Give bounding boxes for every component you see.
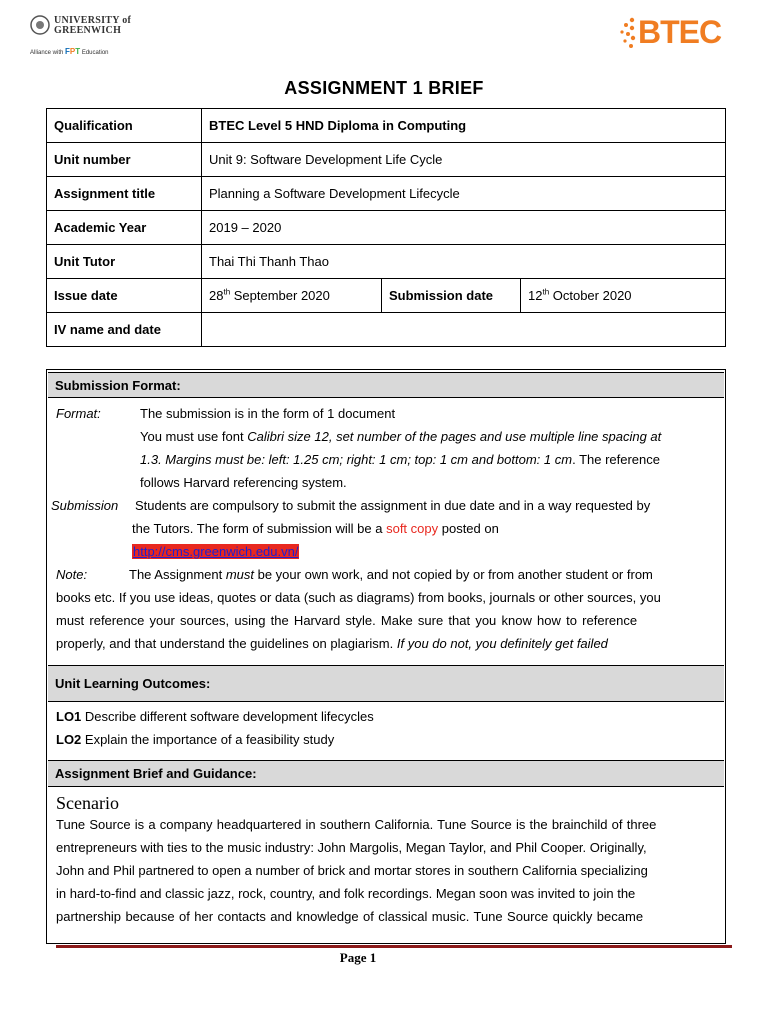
qualification-label: Qualification — [47, 109, 202, 143]
unit-tutor-label: Unit Tutor — [47, 245, 202, 279]
scenario-line2: entrepreneurs with ties to the music industry: John Margolis, Megan Taylor, and Phil Cooper. Originally, — [56, 840, 647, 855]
university-of-greenwich-logo — [30, 14, 145, 58]
unit-tutor-value: Thai Thi Thanh Thao — [202, 245, 726, 279]
scenario-line4: in hard-to-find and classic jazz, rock, country, and folk recordings. Megan soon was invited to join the — [56, 886, 636, 901]
submission-label: Submission — [51, 498, 119, 513]
table-row — [47, 279, 726, 313]
btec-dots-icon — [618, 16, 638, 50]
table-row — [47, 143, 726, 177]
submission-line1: Students are compulsory to submit the assignment in due date and in a way requested by — [135, 498, 651, 513]
submission-date-value: 12th October 2020 — [521, 279, 726, 313]
note-line1: The Assignment must be your own work, and not copied by or from another student or from — [129, 567, 653, 582]
page-title: ASSIGNMENT 1 BRIEF — [284, 78, 484, 98]
format-line4: follows Harvard referencing system. — [140, 475, 347, 490]
cms-link[interactable]: http://cms.greenwich.edu.vn/ — [133, 544, 299, 559]
note-label: Note: — [56, 567, 88, 582]
note-line4: properly, and that understand the guidelines on plagiarism. If you do not, you definitely get failed — [56, 636, 608, 651]
footer-divider — [56, 945, 732, 948]
assignment-title-label: Assignment title — [47, 177, 202, 211]
fpt-logo: FPT — [65, 47, 81, 56]
issue-date-label: Issue date — [47, 279, 202, 313]
assignment-info-table — [46, 108, 726, 347]
page-number: Page 1 — [339, 950, 377, 965]
brief-guidance-heading: Assignment Brief and Guidance: — [48, 760, 724, 787]
note-line3: must reference your sources, using the Harvard style. Make sure that you know how to reference — [56, 613, 638, 628]
qualification-value: BTEC Level 5 HND Diploma in Computing — [202, 109, 726, 143]
btec-wordmark: BTEC — [638, 14, 722, 50]
alliance-text — [30, 47, 109, 56]
academic-year-label: Academic Year — [47, 211, 202, 245]
table-row — [47, 109, 726, 143]
btec-logo — [618, 14, 744, 54]
note-line2: books etc. If you use ideas, quotes or data (such as diagrams) from books, journals or other sources, you — [56, 590, 661, 605]
alliance-suffix: Education — [81, 50, 109, 56]
lo2-item: LO2 Explain the importance of a feasibility study — [56, 732, 335, 747]
submission-date-label: Submission date — [382, 279, 521, 313]
table-row — [47, 313, 726, 347]
unit-number-label: Unit number — [47, 143, 202, 177]
iv-name-value — [202, 313, 726, 347]
scenario-line1: Tune Source is a company headquartered in southern California. Tune Source is the brainchild of three — [56, 817, 657, 832]
submission-format-heading: Submission Format: — [48, 372, 724, 398]
table-row — [47, 211, 726, 245]
submission-link-line — [132, 540, 299, 563]
unit-number-value: Unit 9: Software Development Life Cycle — [202, 143, 726, 177]
format-line2: You must use font Calibri size 12, set number of the pages and use multiple line spacing at — [140, 429, 662, 444]
table-row — [47, 177, 726, 211]
lo1-item: LO1 Describe different software development lifecycles — [56, 709, 374, 724]
iv-name-label: IV name and date — [47, 313, 202, 347]
university-line1: UNIVERSITY of — [54, 15, 132, 26]
issue-date-value: 28th September 2020 — [202, 279, 382, 313]
submission-line2: the Tutors. The form of submission will be a soft copy posted on — [132, 521, 499, 536]
academic-year-value: 2019 – 2020 — [202, 211, 726, 245]
assignment-title-value: Planning a Software Development Lifecycle — [202, 177, 726, 211]
alliance-prefix: Alliance with — [30, 50, 64, 56]
brief-content-box — [46, 369, 726, 944]
scenario-line3: John and Phil partnered to open a number of brick and mortar stores in southern California specializing — [56, 863, 648, 878]
learning-outcomes-heading: Unit Learning Outcomes: — [48, 665, 724, 702]
crest-icon — [30, 14, 50, 36]
scenario-title: Scenario — [56, 793, 119, 813]
format-line1: The submission is in the form of 1 document — [140, 406, 396, 421]
table-row — [47, 245, 726, 279]
format-line3: 1.3. Margins must be: left: 1.25 cm; right: 1 cm; top: 1 cm and bottom: 1 cm. The reference — [140, 452, 660, 467]
scenario-line5: partnership because of her contacts and knowledge of classical music. Tune Source quickly became — [56, 909, 644, 924]
format-label: Format: — [56, 406, 101, 421]
university-line2: GREENWICH — [54, 25, 122, 36]
